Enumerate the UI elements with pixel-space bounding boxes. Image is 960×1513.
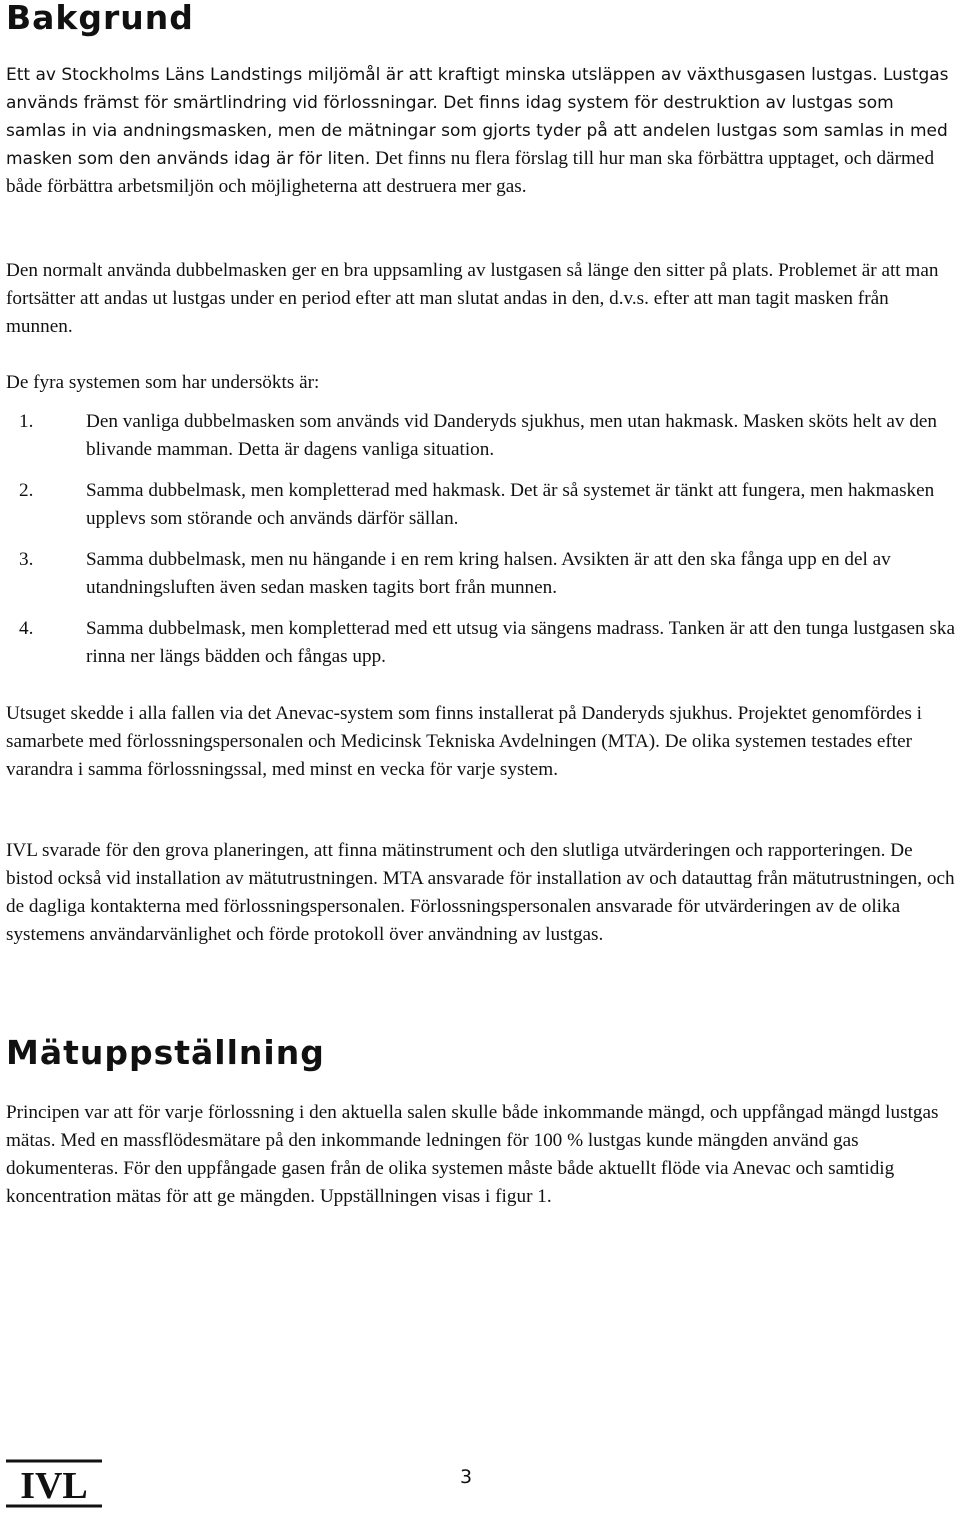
section-heading-bakgrund: Bakgrund — [6, 0, 194, 37]
paragraph-list-intro: De fyra systemen som har undersökts är: — [6, 372, 320, 393]
list-item-number: 3. — [19, 549, 34, 570]
paragraph-principen: Principen var att för varje förlossning i den aktuella salen skulle både inkommande mängd, och uppfångad mängd lustgas mätas. Med en massflödesmätare på den inkommande ledningen för 100 % lustgas kunde mängden använd gas dokumenteras. För den uppfångade gasen från de olika systemen måste både aktuellt flöde via Anevac och samtidig koncentration mätas för att ge mängden. Uppställningen visas i figur 1. — [6, 1102, 939, 1207]
list-item-text: Samma dubbelmask, men kompletterad med hakmask. Det är så systemet är tänkt att fungera, men hakmasken upplevs som störande och används därför sällan. — [86, 480, 935, 529]
list-item — [6, 546, 956, 602]
list-item — [6, 408, 956, 464]
ivl-logo-graphic — [6, 1458, 102, 1508]
list-item — [6, 477, 956, 533]
list-item-number: 2. — [19, 480, 34, 501]
list-item-text: Samma dubbelmask, men nu hängande i en rem kring halsen. Avsikten är att den ska fånga upp en del av utandningsluften även sedan masken tagits bort från munnen. — [86, 549, 891, 598]
list-item-number: 1. — [19, 411, 34, 432]
section-heading-matuppstallning: Mätuppställning — [6, 1033, 325, 1072]
list-item — [6, 615, 956, 671]
systems-list — [6, 408, 956, 684]
list-item-text: Samma dubbelmask, men kompletterad med ett utsug via sängens madrass. Tanken är att den tunga lustgasen ska rinna ner längs bädden och fångas upp. — [86, 618, 955, 667]
paragraph-anevac: Utsuget skedde i alla fallen via det Anevac-system som finns installerat på Danderyds sjukhus. Projektet genomfördes i samarbete med förlossningspersonalen och Medicinsk Tekniska Avdelningen (MTA). De olika systemen testades efter varandra i samma förlossningssal, med minst en vecka för varje system. — [6, 703, 922, 780]
paragraph-intro — [6, 61, 956, 201]
ivl-logo-text: IVL — [20, 1465, 88, 1507]
list-item-text: Den vanliga dubbelmasken som används vid Danderyds sjukhus, men utan hakmask. Masken sköts helt av den blivande mamman. Detta är dagens vanliga situation. — [86, 411, 938, 460]
ivl-logo — [6, 1458, 102, 1508]
paragraph-intro-sans-part: Ett av Stockholms Läns Landstings miljömål är att kraftigt minska utsläppen av växthusgasen lustgas. Lustgas används främst för smärtlindring vid förlossningar. Det finns idag system för destruktion av lustgas som samlas in via andningsmasken, men de mätningar som gjorts tyder på att andelen lustgas som samlas in med masken som den används idag är för liten. — [6, 65, 949, 169]
paragraph-intro-serif-part: Det finns nu flera förslag till hur man ska förbättra upptaget, och därmed både förbättra arbetsmiljön och möjligheterna att destruera mer gas. — [6, 148, 935, 197]
page-number: 3 — [460, 1466, 473, 1488]
paragraph-ivl: IVL svarade för den grova planeringen, att finna mätinstrument och den slutliga utvärderingen och rapporteringen. De bistod också vid installation av mätutrustningen. MTA ansvarade för installation av och datauttag från mätutrustningen, och de dagliga kontakterna med förlossningspersonalen. Förlossningspersonalen ansvarade för utvärderingen av de olika systemens användarvänlighet och förde protokoll över användning av lustgas. — [6, 840, 955, 945]
paragraph-dubbelmask: Den normalt använda dubbelmasken ger en bra uppsamling av lustgasen så länge den sitter på plats. Problemet är att man fortsätter att andas ut lustgas under en period efter att man slutat andas in den, d.v.s. efter att man tagit masken från munnen. — [6, 260, 939, 337]
list-item-number: 4. — [19, 618, 34, 639]
